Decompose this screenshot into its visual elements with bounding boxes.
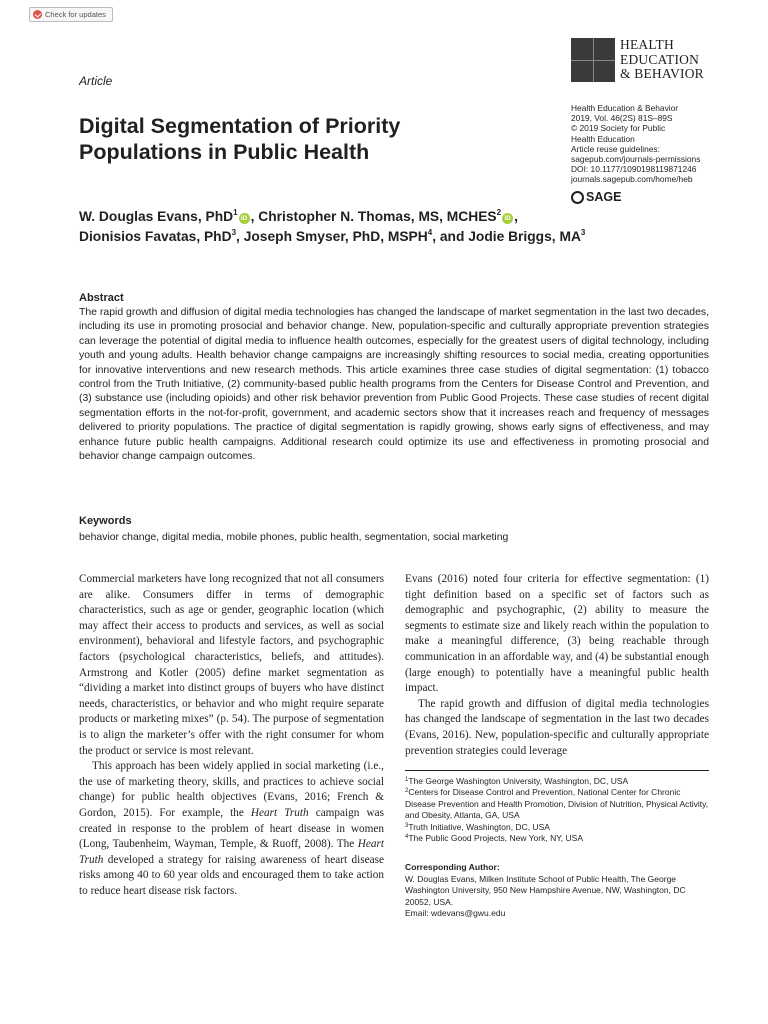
affiliations-list bbox=[405, 776, 709, 844]
author-list bbox=[79, 207, 699, 247]
affiliation-number: 4 bbox=[405, 834, 409, 841]
journal-logo-line: & BEHAVIOR bbox=[620, 66, 704, 81]
author-name: , Christopher N. Thomas, MS, MCHES bbox=[250, 209, 497, 224]
affiliation-number: 1 bbox=[405, 777, 409, 783]
journal-meta-line: Health Education & Behavior bbox=[571, 103, 679, 113]
author-name: , Joseph Smyser, PhD, MSPH bbox=[236, 229, 428, 244]
corresponding-author-details bbox=[405, 874, 709, 920]
check-updates-label: Check for updates bbox=[45, 10, 106, 19]
affiliation-item bbox=[405, 822, 709, 833]
corresponding-author-heading: Corresponding Author: bbox=[405, 862, 500, 872]
author-separator: , bbox=[514, 209, 518, 224]
body-paragraph: The rapid growth and diffusion of digital media technologies has changed the landscape of segmentation in the last two decades (Evans, 2016). New, population-specific and culturally appropriate prevention strategies could leverage bbox=[405, 697, 709, 757]
affiliation-marker: 3 bbox=[580, 228, 586, 237]
affiliation-item bbox=[405, 833, 709, 844]
abstract-heading: Abstract bbox=[79, 292, 124, 304]
corresponding-address: W. Douglas Evans, Milken Institute School of Public Health, The George Washington University, 950 New Hampshire Avenue, NW, Washington, DC 20052, USA. bbox=[405, 874, 686, 907]
journal-logo-mark-icon bbox=[571, 38, 615, 82]
journal-metadata bbox=[571, 103, 741, 185]
affiliation-marker: 1 bbox=[233, 208, 238, 217]
orcid-icon[interactable]: iD bbox=[502, 213, 513, 224]
journal-meta-line: Health Education bbox=[571, 133, 635, 144]
journal-logo bbox=[571, 38, 721, 84]
affiliation-marker: 3 bbox=[231, 228, 237, 237]
affiliation-text: Truth Initiative, Washington, DC, USA bbox=[408, 821, 550, 832]
check-updates-icon bbox=[33, 10, 42, 19]
journal-logo-line: EDUCATION bbox=[620, 51, 700, 67]
sage-logo bbox=[571, 190, 621, 204]
body-text-run: campaign was created in response to the problem of heart disease in women (Long, Taubenheim, Wayman, Temple, & Ruoff, 2008). The bbox=[79, 806, 384, 851]
affiliation-marker: 2 bbox=[496, 208, 502, 217]
journal-meta-line: 2019, Vol. 46(2S) 81S–89S bbox=[571, 113, 673, 124]
author-name: W. Douglas Evans, PhD bbox=[79, 209, 234, 224]
affiliation-item bbox=[405, 787, 709, 821]
body-paragraph: Evans (2016) noted four criteria for effective segmentation: (1) tight definition based on a specific set of factors such as demographic and psychographic, (2) ability to measure the segments to estimate size and likely reach within the population to make a meaningful difference, (3) being reachable through communication in an affordable way, and (4) be substantial enough (large enough) to potentially have a meaningful public health impact. bbox=[405, 573, 709, 695]
body-text-run: This approach has been widely applied in social marketing (i.e., the use of marketing theory, skills, and practices to achieve social change) for public health objectives (Evans, 2016; French & Gordon, 2015). For example, the bbox=[79, 760, 384, 819]
doi-link[interactable]: DOI: 10.1177/1090198119871246 bbox=[571, 164, 697, 175]
affiliation-text: Centers for Disease Control and Prevention, National Center for Chronic Disease Prevention and Health Promotion, Division of Nutrition, Physical Activity, and Obesity, Atlanta, GA, USA bbox=[405, 787, 709, 821]
abstract-text: The rapid growth and diffusion of digital media technologies has changed the landscape of market segmentation in the last two decades, including its use in promoting prosocial and behavior change. New, population-specific and culturally appropriate prevention strategies can leverage the potential of digital media to influence health outcomes, especially for the greatest users of digital technology, including youth and young adults. Health behavior change campaigns are increasingly shifting resources to social media, creating opportunities for innovative interventions and new research methods. This article examines three case studies of digital segmentation: (1) tobacco control from the Truth Initiative, (2) community-based public health programs from the Centers for Disease Control and Prevention, and (3) substance use (including opioids) and other risk behavior prevention from Public Good Projects. These case studies of recent digital segmentation efforts in the not-for-profit, government, and academic sectors show that it increases reach and frequency of messages delivered to priority populations. The practice of digital segmentation is rapidly growing, shows early signs of effectiveness, and may enhance future public health campaigns. Additional research could optimize its use and effectiveness in promoting prosocial and behavior change campaign outcomes. bbox=[79, 307, 709, 463]
article-type-label: Article bbox=[79, 74, 113, 88]
journal-meta-line: Article reuse guidelines: bbox=[571, 143, 660, 154]
orcid-icon[interactable]: iD bbox=[239, 213, 250, 224]
sage-logo-icon bbox=[571, 191, 584, 204]
campaign-name: Heart Truth bbox=[79, 838, 384, 866]
author-name: , and Jodie Briggs, MA bbox=[432, 229, 581, 244]
keywords-text: behavior change, digital media, mobile phones, public health, segmentation, social marketing bbox=[79, 532, 509, 543]
journal-meta-line: © 2019 Society for Public bbox=[571, 123, 666, 134]
author-name: Dionisios Favatas, PhD bbox=[79, 229, 232, 244]
affiliation-item bbox=[405, 776, 709, 787]
affiliation-text: The George Washington University, Washington, DC, USA bbox=[408, 776, 629, 786]
affiliation-number: 2 bbox=[405, 788, 409, 795]
journal-logo-name bbox=[620, 38, 704, 82]
body-column-right bbox=[405, 572, 709, 759]
body-paragraph: Commercial marketers have long recognized that not all consumers are alike. Consumers differ in terms of demographic characteristics, such as age or gender, geographic location (which may affect their access to products and services, as well as social environment), behavioral and lifestyle factors, and psychographic factors (psychological characteristics, beliefs, and attitudes). Armstrong and Kotler (2005) define market segmentation as “dividing a market into distinct groups of buyers who have distinct needs, characteristics, or behavior and who might require separate products or marketing mixes” (p. 54). The purpose of segmentation is to align the marketer’s offer with the right consumer for whom the product or service is most relevant. bbox=[79, 573, 384, 757]
journal-permissions-link[interactable]: sagepub.com/journals-permissions bbox=[571, 154, 701, 165]
affiliation-marker: 4 bbox=[427, 228, 433, 237]
campaign-name: Heart Truth bbox=[250, 806, 309, 819]
body-paragraph bbox=[79, 759, 384, 899]
affiliation-number: 3 bbox=[405, 822, 409, 829]
journal-home-link[interactable]: journals.sagepub.com/home/heb bbox=[571, 174, 693, 185]
affiliation-text: The Public Good Projects, New York, NY, USA bbox=[408, 833, 583, 844]
sage-logo-text: SAGE bbox=[586, 190, 622, 204]
body-column-left bbox=[79, 572, 384, 899]
paper-title: Digital Segmentation of Priority Populations in Public Health bbox=[79, 114, 401, 164]
check-for-updates-badge[interactable] bbox=[29, 7, 113, 22]
footnote-divider bbox=[405, 770, 709, 771]
corresponding-email-link[interactable]: Email: wdevans@gwu.edu bbox=[405, 908, 506, 919]
body-text-run: developed a strategy for raising awareness of heart disease risks among 40 to 60 year olds and encouraged them to take action to reduce heart disease risk factors. bbox=[79, 853, 384, 897]
keywords-heading: Keywords bbox=[79, 515, 132, 527]
journal-logo-line: HEALTH bbox=[620, 37, 674, 52]
